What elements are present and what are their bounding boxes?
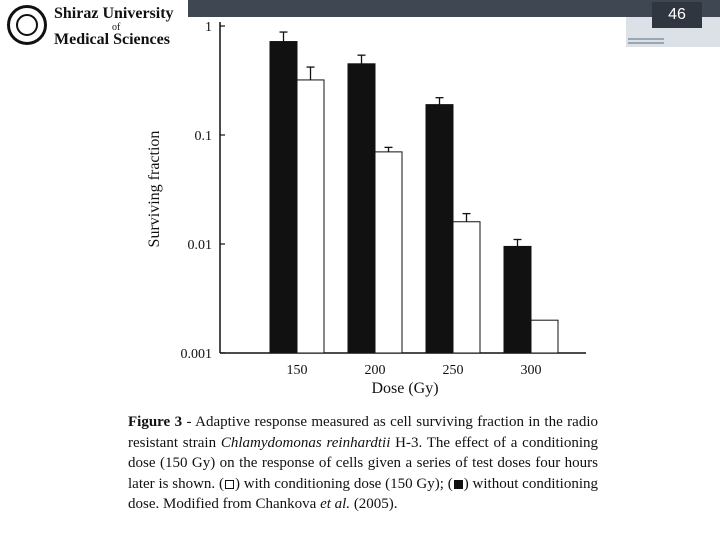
university-seal-icon [7, 5, 47, 45]
x-tick-label: 150 [286, 363, 308, 378]
x-tick-label: 300 [520, 363, 542, 378]
x-tick-label: 200 [364, 363, 386, 378]
caption-text: H-3. The effect of a conditioning dose (150 Gy) on the response of cells given a series of test doses four hours later is shown. ( [128, 434, 598, 492]
accent-line [628, 38, 664, 40]
species-name: Chlamydomonas reinhardtii [220, 434, 391, 451]
bar [531, 320, 558, 353]
logo-line-university: Shiraz University [54, 5, 174, 22]
logo-line-of: of [112, 22, 121, 33]
caption-text: ) without conditioning dose. Modified from Chankova [128, 475, 598, 512]
bar [504, 246, 531, 353]
y-tick-label: 0.001 [180, 347, 212, 362]
x-tick-label: 250 [442, 363, 464, 378]
bar [375, 152, 402, 353]
caption-text: - Adaptive response measured as cell surviving fraction in the radio resistant strain [128, 414, 598, 451]
figure-label: Figure 3 [128, 414, 183, 430]
x-axis-title: Dose (Gy) [371, 380, 439, 397]
y-tick-label: 0.01 [187, 238, 212, 253]
y-tick-label: 1 [205, 20, 212, 35]
y-axis-title: Surviving fraction [146, 130, 163, 248]
bar [426, 105, 453, 353]
bar [297, 80, 324, 353]
y-tick-label: 0.1 [194, 129, 212, 144]
logo-line-medical-sciences: Medical Sciences [54, 31, 170, 48]
figure-caption [128, 412, 598, 515]
caption-text: (2005). [350, 496, 398, 512]
caption-text: ) with conditioning dose (150 Gy); ( [234, 475, 453, 492]
bar [270, 42, 297, 353]
surviving-fraction-chart [140, 17, 610, 400]
filled-square-icon [454, 480, 463, 489]
bar [348, 64, 375, 353]
et-al: et al. [320, 496, 351, 512]
bar [453, 222, 480, 353]
accent-line [628, 42, 664, 44]
header-bar [188, 0, 720, 17]
open-square-icon [225, 480, 234, 489]
slide-number: 46 [652, 2, 702, 28]
